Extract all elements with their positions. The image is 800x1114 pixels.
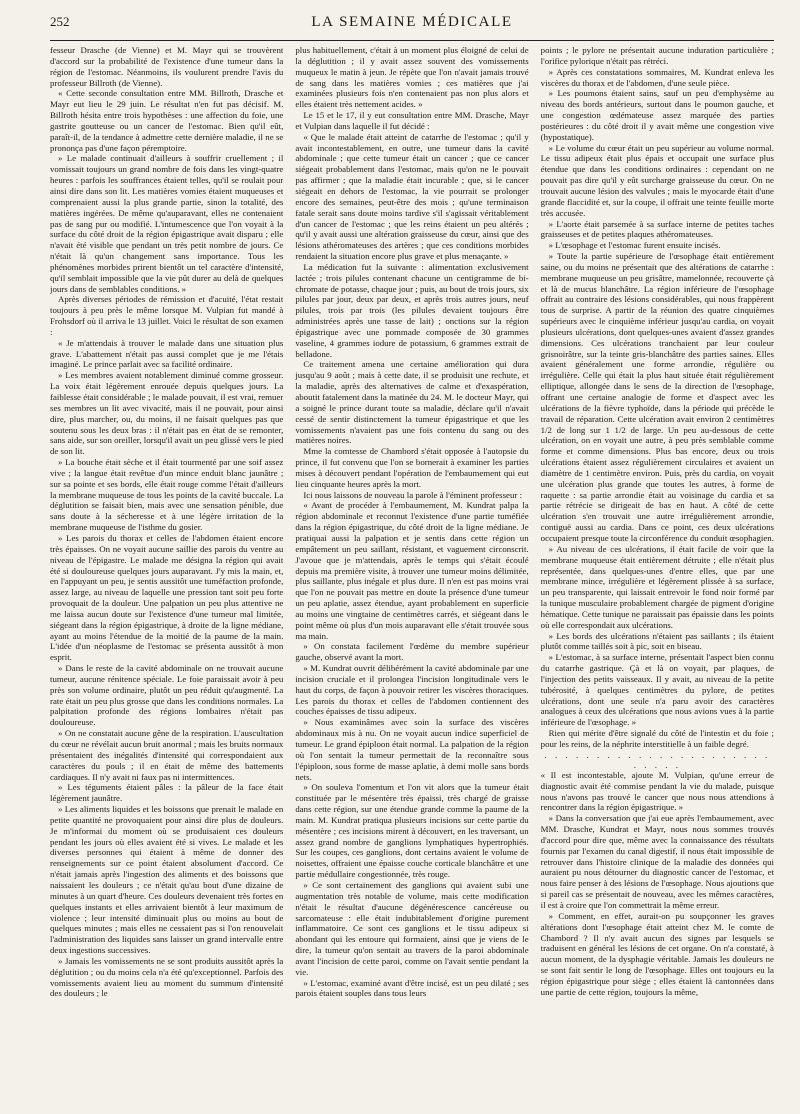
paragraph: » Nous examinâmes avec soin la surface des viscères abdominaux mis à nu. On ne voyait aucun indice superficiel de tumeur. Le grand épiploon était normal. La palpation de la région où l'on sentait la tumeur permettait de la reconnaître sous l'épiploon, sous forme de masse aplatie, à demi molle sans bords nets. xyxy=(295,717,529,782)
paragraph: » Ce sont certainement des ganglions qui avaient subi une augmentation très notable de volume, mais cette modification n'était le résultat d'aucune dégénérescence cancéreuse ou sarcomateuse : elle était indubitablement d'origine purement inflammatoire. Ce sont ces ganglions et le tissu adipeux si abondant qui les entoure qui formaient, ainsi que je viens de le dire, la tumeur qu'on sentait au travers de la paroi abdominale avant l'incision de cette paroi, comme on l'avait sentie pendant la vie. xyxy=(295,879,529,977)
paragraph: » Les bords des ulcérations n'étaient pas saillants ; ils étaient plutôt comme taillés soit à pic, soit en biseau. xyxy=(540,630,774,652)
column-left xyxy=(50,45,283,1105)
paragraph: » On ne constatait aucune gêne de la respiration. L'auscultation du cœur ne révélait aucun bruit anormal ; mais les bruits normaux présentaient des inégalités d'intensité qui correspondaient aux caractères du pouls ; il en était de même des battements cardiaques. Il n'y avait ni faux pas ni intermittences. xyxy=(50,728,284,782)
paragraph: » Les parois du thorax et celles de l'abdomen étaient encore très épaisses. On ne voyait aucune saillie des parois du ventre au niveau de l'épigastre. Le malade me désigna la région qui avait été si douloureuse quelques jours auparavant. J'y mis la main, et, en l'appuyant un peu, je sentis aussitôt une tuméfaction profonde, assez large, au niveau de laquelle une pression tant soit peu forte provoquait de la douleur. Une palpation un peu plus attentive ne me laissa aucun doute sur l'existence d'une tumeur mal limitée, siégeant dans la région épigastrique, à droite de la ligne médiane, ayant au moins l'étendue de la moitié de la paume de la main. L'idée d'un néoplasme de l'estomac se présenta aussitôt à mon esprit. xyxy=(50,532,284,663)
paragraph: » Au niveau de ces ulcérations, il était facile de voir que la membrane muqueuse était entièrement détruite ; elle n'était plus représentée, dans quelques-unes d'entre elles, que par une membrane mince, irrégulière et légèrement plissée à sa surface, un peu transparente, qui laissait entrevoir le fond noir formé par la tunique musculaire probablement chargée de pigment d'origine hématique. Cette tunique ne paraissait pas épaissie dans les points où elle correspondait aux ulcérations. xyxy=(540,543,774,630)
paragraph: » Les poumons étaient sains, sauf un peu d'emphysème au niveau des bords antérieurs, surtout dans le poumon gauche, et une congestion œdémateuse assez marquée des parties postérieures : du côté droit il y avait même une congestion vive (hypostatique). xyxy=(540,88,774,142)
paragraph: « Que le malade était atteint de catarrhe de l'estomac ; qu'il y avait incontestablement, en outre, une tumeur dans la cavité abdominale ; que cette tumeur était un cancer ; que ce cancer siégeait probablement dans l'estomac, mais qu'on ne le pouvait pas affirmer ; que la maladie était incurable ; que, si le cancer siégeait en dehors de l'estomac, la vie pourrait se prolonger encore des semaines, peut-être des mois ; qu'une terminaison fatale serait sans doute moins tardive s'il s'agissait véritablement d'un cancer de l'estomac ; que les reins étaient un peu altérés ; qu'il y avait aussi une altération graisseuse du cœur, ainsi que des lésions athéromateuses des artères ; que ces conditions morbides rendaient la situation encore plus grave et plus menaçante. » xyxy=(295,131,529,262)
header-rule xyxy=(50,40,774,41)
paragraph: » L'aorte était parsemée à sa surface interne de petites taches graisseuses et de petites plaques athéromateuses. xyxy=(540,218,774,240)
paragraph: « Avant de procéder à l'embaumement, M. Kundrat palpa la région abdominale et reconnut l'existence d'une partie tuméfiée dans la région épigastrique, du côté droit de la ligne médiane. Je pratiquai aussi la palpation et je sentis dans cette région un empâtement un peu saillant, résistant, et vaguement circonscrit. J'avoue que je m'attendais, après le temps qui s'était écoulé depuis ma première visite, à trouver une tumeur moins délimitée, plus saillante, plus inégale et plus dure. Il n'en est pas moins vrai que l'on ne pouvait pas mettre en doute la présence d'une tumeur un peu aplatie, assez étendue, ayant probablement en superficie au moins une vingtaine de centimètres carrés, et siégeant dans le point même où plus d'un mois auparavant elle s'était trouvée sous ma main. xyxy=(295,500,529,641)
paragraph: » Après ces constatations sommaires, M. Kundrat enleva les viscères du thorax et de l'abdomen, d'une seule pièce. xyxy=(540,66,774,88)
paragraph: La médication fut la suivante : alimentation exclusivement lactée ; trois pilules contenant chacune un centigramme de bi-chromate de potasse, chaque jour ; puis, au bout de trois jours, six pilules par jour, deux par deux, et après trois autres jours, neuf pilules, trois par trois (les pilules devaient toujours être administrées après une tasse de lait) ; onctions sur la région épigastrique avec une pommade composée de 30 grammes vaseline, 4 grammes iodure de potassium, 6 grammes extrait de belladone. xyxy=(295,261,529,359)
paragraph: Ici nous laissons de nouveau la parole à l'éminent professeur : xyxy=(303,489,523,500)
paragraph: Rien qui mérite d'être signalé du côté de l'intestin et du foie ; pour les reins, de la néphrite interstitielle à un faible degré. xyxy=(540,728,774,749)
journal-title: LA SEMAINE MÉDICALE xyxy=(311,14,513,30)
page-number: 252 xyxy=(50,14,70,29)
paragraph: » Le volume du cœur était un peu supérieur au volume normal. Le tissu adipeux était plus épais et occupait une surface plus étendue que dans les conditions ordinaires : cependant on ne pouvait pas dire qu'il y eût surcharge graisseuse du cœur. On ne trouvait aucune lésion des valvules ; mais le myocarde était d'une grande flaccidité et, sur la coupe, il offrait une teinte feuille morte très accusée. xyxy=(540,142,774,218)
paragraph: » Dans le reste de la cavité abdominale on ne trouvait aucune tumeur, aucune rénitence spéciale. Le foie paraissait avoir à peu près son volume ordinaire, plutôt un peu réduit qu'augmenté. La rate était un peu plus grosse que dans les conditions normales. La palpitation profonde des régions lombaires n'était pas douloureuse. xyxy=(50,663,284,728)
paragraph: « Il est incontestable, ajoute M. Vulpian, qu'une erreur de diagnostic avait été commise pendant la vie du malade, puisque nous n'avons pas trouvé le cancer que nous nous attendions à rencontrer dans la région épigastrique. » xyxy=(540,769,774,813)
paragraph: » Toute la partie supérieure de l'œsophage était entièrement saine, ou du moins ne présentait que des altérations de catarrhe : membrane muqueuse un peu grisâtre, mamelonnée, recouverte çà et là de mucus blanchâtre. La région inférieure de l'œsophage offrait au contraire des lésions considérables, qui nous frappèrent tous de surprise. A partir de la réunion des quatre cinquièmes supérieurs avec le cinquième inférieur jusqu'au cardia, on voyait plusieurs ulcérations, dont quelques-unes avaient d'assez grandes dimensions. Ces ulcérations tranchaient par leur couleur grisnoirâtre, sur la teinte gris-blanchâtre des parties saines. Elles avaient généralement une forme arrondie, régulière ou irrégulière. Celle qui était la plus haut située était régulièrement elliptique, allongée dans le sens de la direction de l'œsophage, offrant une certaine analogie de forme et d'aspect avec les ulcérations de la fièvre typhoïde, dans la période qui précède le travail de réparation. Cette ulcération avait environ 2 centimètres 1/2 de long sur 1 1/2 de large. Un peu au-dessous de cette ulcération, on en voyait une autre, à peu près semblable comme forme et comme dimensions. Plus bas encore, deux ou trois ulcérations étaient assez régulièrement circulaires et avaient un diamètre de 1 centimètre environ. Puis, près du cardia, on voyait une ulcération plus grande que toutes les autres, à forme de raquette : sa partie arrondie était au voisinage du cardia et sa partie rétrécie se dirigeait de bas en haut. A côté de cette ulcération s'en trouvait une autre irrégulièrement arrondie, contiguë aussi au cardia. Dans ce point, ces deux ulcérations occupaient presque toute la circonférence du conduit œsophagien. xyxy=(540,251,774,543)
paragraph: » Comment, en effet, aurait-on pu soupçonner les graves altérations dont l'œsophage était atteint chez M. le comte de Chambord ? Il n'y avait aucun des signes par lesquels se traduisent en général les lésions de cet organe. On n'a constaté, à aucun moment, de la dysphagie véritable. Jamais les douleurs ne se sont fait sentir le long de l'œsophage. Elles ont toujours eu la région épigastrique pour siège ; elles étaient là cantonnées dans une partie de cette région, toujours la même, xyxy=(540,910,774,997)
paragraph: » Les aliments liquides et les boissons que prenait le malade en petite quantité ne provoquaient pour ainsi dire plus de douleurs. Je m'informai du moment où se produisaient ces douleurs pendant les jours où elles avaient été si vives. Le malade et les diverses personnes qui étaient à même de donner des renseignements sur ce point étaient absolument d'accord. Ce n'était jamais après l'ingestion des aliments et des boissons que naissaient les douleurs ; ce n'était qu'au bout d'une dizaine de minutes à un quart d'heure. Ces douleurs devenaient très fortes en quelques instants et elles arrivaient bientôt à leur maximum de violence ; leur intensité diminuait plus ou moins au bout de quelques minutes ; mais elles ne cessaient pas si l'on renouvelait l'administration des liquides sans laisser un grand intervalle entre deux ingestions successives. xyxy=(50,804,284,956)
paragraph: points ; le pylore ne présentait aucune induration particulière ; l'orifice pylorique n'était pas rétréci. xyxy=(540,45,774,66)
section-break-dots: . . . . . . . . . . . . . . . . . . . . . . . . . . . xyxy=(544,749,771,770)
paragraph: » Les téguments étaient pâles : la pâleur de la face était légèrement jaunâtre. xyxy=(50,782,284,804)
paragraph: » Jamais les vomissements ne se sont produits aussitôt après la déglutition ; ou du moins cela n'a été qu'exceptionnel. Parfois des vomissements avaient lieu au moment du summum d'intensité des douleurs ; le xyxy=(50,955,284,999)
paragraph: » Les membres avaient notablement diminué comme grosseur. La voix était légèrement enrouée depuis quelques jours. La faiblesse était considérable ; le malade pouvait, il est vrai, remuer ses membres un lit avec vivacité, mais il ne pouvait, pour ainsi dire, plus marcher, ou, du moins, il ne faisait quelques pas que soutenu sous les deux bras : il n'était pas en état de se remonter, sans aide, sur son oreiller, lorsqu'il avait un peu glissé vers le pied de son lit. xyxy=(50,370,284,457)
paragraph: Mme la comtesse de Chambord s'était opposée à l'autopsie du prince, il fut convenu que l'on se bornerait à examiner les parties mises à découvert pendant l'opération de l'embaumement qui eut lieu cinquante heures après la mort. xyxy=(295,446,529,489)
paragraph: » L'œsophage et l'estomac furent ensuite incisés. xyxy=(548,240,721,251)
paragraph: » La bouche était sèche et il était tourmenté par une soif assez vive ; la langue était revêtue d'un mince enduit blanc jaunâtre ; sur sa pointe et ses bords, elle était rouge comme l'était d'ailleurs la membrane muqueuse de tous les points de la cavité buccale. La déglutition se faisait bien, mais avec une sensation pénible, due sans doute à la sécheresse et à une légère irritation de la membrane muqueuse de l'isthme du gosier. xyxy=(50,457,284,533)
paragraph: » L'estomac, à sa surface interne, présentait l'aspect bien connu du catarrhe gastrique. Çà et là on voyait, par plaques, de l'injection des petits vaisseaux. Il y avait, au niveau de la petite tubérosité, à quelques centimètres du pylore, de petites ulcérations, dont une seule n'a paru avoir des caractères analogues à ceux des ulcérations que nous avions vues à la partie inférieure de l'œsophage. » xyxy=(540,652,774,728)
paragraph: « Cette seconde consultation entre MM. Billroth, Drasche et Mayr eut lieu le 29 juin. Le résultat n'en fut pas décisif. M. Billroth hésita entre trois hypothèses : une affection du foie, une gastrite goutteuse ou un cancer de l'estomac. Bien qu'il eût, paraît-il, de la tendance à admettre cette dernière maladie, il ne se prononça pas d'une façon péremptoire. xyxy=(50,88,284,153)
paragraph: Ce traitement amena une certaine amélioration qui dura jusqu'au 9 août ; mais à cette date, il se produisit une rechute, et la maladie, après des alternatives de calme et d'exaspération, aboutit fatalement dans la matinée du 24. M. le docteur Mayr, qui a soigné le prince durant toute sa maladie, déclare qu'il n'avait cessé de sentir distinctement la tumeur épigastrique et que les vomissements n'avaient pas une fois contenu du sang ou des matières noires. xyxy=(295,359,529,446)
text-columns xyxy=(50,45,774,1105)
running-header xyxy=(50,14,774,34)
paragraph: » On souleva l'omentum et l'on vit alors que la tumeur était constituée par le mésentère très épaissi, très chargé de graisse dans cette région, sur une étendue grande comme la paume de la main. M. Kundrat pratiqua plusieurs incisions sur cette partie du mésentère ; ces incisions mirent à découvert, en les traversant, un assez grand nombre de ganglions lymphatiques hypertrophiés. Sur les coupes, ces ganglions, dont certains avaient le volume de noisettes, offraient une épaisse couche corticale blanchâtre et une partie médullaire congestionnée, très rouge. xyxy=(295,782,529,880)
column-right xyxy=(541,45,774,1105)
paragraph: « Je m'attendais à trouver le malade dans une situation plus grave. L'abattement n'était pas aussi complet que je me l'étais imaginé. Le prince parlait avec sa facilité ordinaire. xyxy=(50,337,284,370)
paragraph: » Le malade continuait d'ailleurs à souffrir cruellement ; il vomissait toujours un grand nombre de fois dans les vingt-quatre heures : parfois les souffrances étaient telles, qu'il se roulait pour ainsi dire dans son lit. Les matières vomies étaient muqueuses et comprenaient aussi la plus grande partie, sinon la totalité, des matières ingérées. De même qu'auparavant, elles ne contenaient pas de sang pur ou modifié. L'intumescence que l'on voyait à la surface du côté droit de la région épigastrique avait disparu ; elle n'avait été visible que pendant un très petit nombre de jours. Ce n'était là qu'un changement sans importance. Tous les phénomènes morbides prirent bientôt un tel caractère d'intensité, qu'il semblait impossible que la vie pût durer au delà de quelques jours dans de semblables conditions. » xyxy=(50,153,284,294)
paragraph: fesseur Drasche (de Vienne) et M. Mayr qui se trouvèrent d'accord sur la probabilité de l'existence d'une tumeur dans la région de l'estomac. Néanmoins, ils voulurent prendre l'avis du professeur Billroth (de Vienne). xyxy=(50,45,284,88)
paragraph: » M. Kundrat ouvrit délibérément la cavité abdominale par une incision cruciale et il prolongea l'incision longitudinale vers le haut du corps, de façon à pouvoir retirer les viscères thoraciques. Les parois du thorax et celles de l'abdomen contiennent des couches épaisses de tissu adipeux. xyxy=(295,663,529,717)
paragraph: Le 15 et le 17, il y eut consultation entre MM. Drasche, Mayr et Vulpian dans laquelle il fut décidé : xyxy=(295,110,529,131)
column-middle xyxy=(295,45,528,1105)
paragraph: Après diverses périodes de rémission et d'acuité, l'état restait toujours à peu près le même lorsque M. Vulpian fut mandé à Frohsdorf où il arriva le 13 juillet. Voici le résultat de son examen : xyxy=(50,294,284,337)
paragraph: » Dans la conversation que j'ai eue après l'embaumement, avec MM. Drasche, Kundrat et Mayr, nous nous sommes trouvés d'accord pour dire que, même avec la connaissance des résultats fournis par l'examen du canal digestif, il nous était impossible de retrouver dans l'histoire clinique de la maladie des données qui auraient pu nous détourner du diagnostic cancer de l'estomac, et nous faire penser à des lésions de l'œsophage. Nous ajoutions que si pareil cas se présentait de nouveau, avec les mêmes caractères, il est à croire que l'on commettrait la même erreur. xyxy=(540,813,774,910)
paragraph: » On constata facilement l'œdème du membre supérieur gauche, observé avant la mort. xyxy=(295,641,529,663)
paragraph: » L'estomac, examiné avant d'être incisé, est un peu dilaté ; ses parois étaient souples dans tous leurs xyxy=(295,977,529,999)
paragraph: plus habituellement, c'était à un moment plus éloigné de celui de la déglutition ; il y avait assez souvent des vomissements muqueux le matin à jeun. Je répète que l'on n'avait jamais trouvé de sang dans les matières vomies ; ces matières que j'ai examinées plusieurs fois n'en contenaient pas non plus alors et elles étaient très nettement acides. » xyxy=(295,45,529,110)
